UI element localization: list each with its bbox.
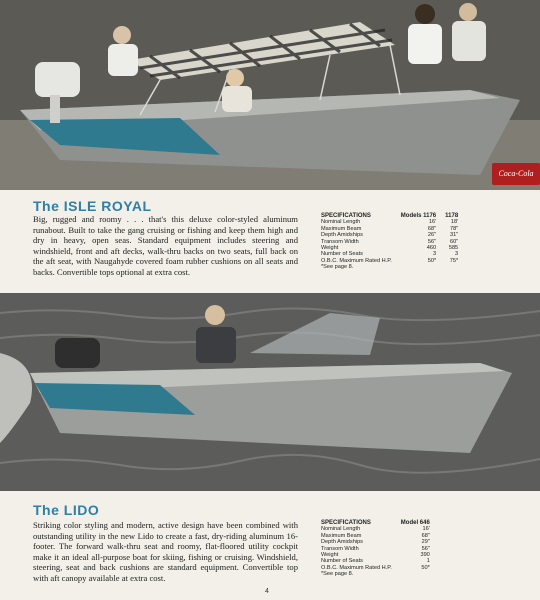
lido-specs [321, 520, 433, 578]
isle-royal-title: The ISLE ROYAL [33, 198, 152, 214]
spec-row: O.B.C. Maximum Rated H.P. 50* 75* [321, 257, 459, 264]
spec-row: Number of Seats 1 [321, 558, 430, 565]
lido-title: The LIDO [33, 502, 100, 518]
specs-header: SPECIFICATIONS [321, 520, 371, 526]
model-2-header: 1178 [445, 213, 459, 219]
isle-royal-specs [321, 213, 461, 271]
coca-cola-cooler: Coca-Cola [492, 163, 540, 185]
models-header: Models 1176 [400, 213, 437, 219]
specs-header: SPECIFICATIONS [321, 213, 371, 219]
spec-row: Nominal Length 16' [321, 526, 430, 533]
spec-row: Weight 390 [321, 552, 430, 559]
spec-footnote: *See page 8. [321, 264, 354, 271]
spec-row: Number of Seats 3 3 [321, 251, 459, 258]
spec-row: O.B.C. Maximum Rated H.P. 50* [321, 564, 430, 571]
spec-row: Transom Width 56" [321, 545, 430, 552]
lido-description: Striking color styling and modern, active design have been combined with outstanding utility in the new Lido to create a fast, dry-riding aluminum 16-footer. The forward walk-thru seat and roomy, flat-floored utility cockpit make it an ideal all-purpose boat for skiing, fishing or cruising. Windshield, steering, seat and back cushions are standard equipment. Convertible top with aft canopy available at extra cost. [33, 520, 298, 583]
lido-photo [0, 293, 540, 491]
spec-footnote: *See page 8. [321, 571, 354, 578]
page-number: 4 [265, 588, 269, 595]
isle-royal-photo [0, 0, 540, 190]
spec-row: Depth Amidships 26" 31" [321, 232, 459, 239]
spec-row: Nominal Length 16' 18' [321, 219, 459, 226]
spec-row: Weight 460 585 [321, 245, 459, 252]
spec-row: Transom Width 56" 60" [321, 238, 459, 245]
spec-row: Maximum Beam 68" 78" [321, 225, 459, 232]
isle-royal-description: Big, rugged and roomy . . . that's this deluxe color-styled aluminum runabout. Built to take the gang cruising or fishing and keep them high and dry in heavy, open seas. Standard equipment includes steering and windshield, front and aft decks, walk-thru backs on two seats, full back on the aft seat, with Naugahyde covered foam rubber cushions on all seats and backs. Convertible tops optional at extra cost. [33, 214, 298, 277]
spec-row: Maximum Beam 68" [321, 532, 430, 539]
spec-row: Depth Amidships 29" [321, 539, 430, 546]
model-header: Model 646 [400, 520, 430, 526]
